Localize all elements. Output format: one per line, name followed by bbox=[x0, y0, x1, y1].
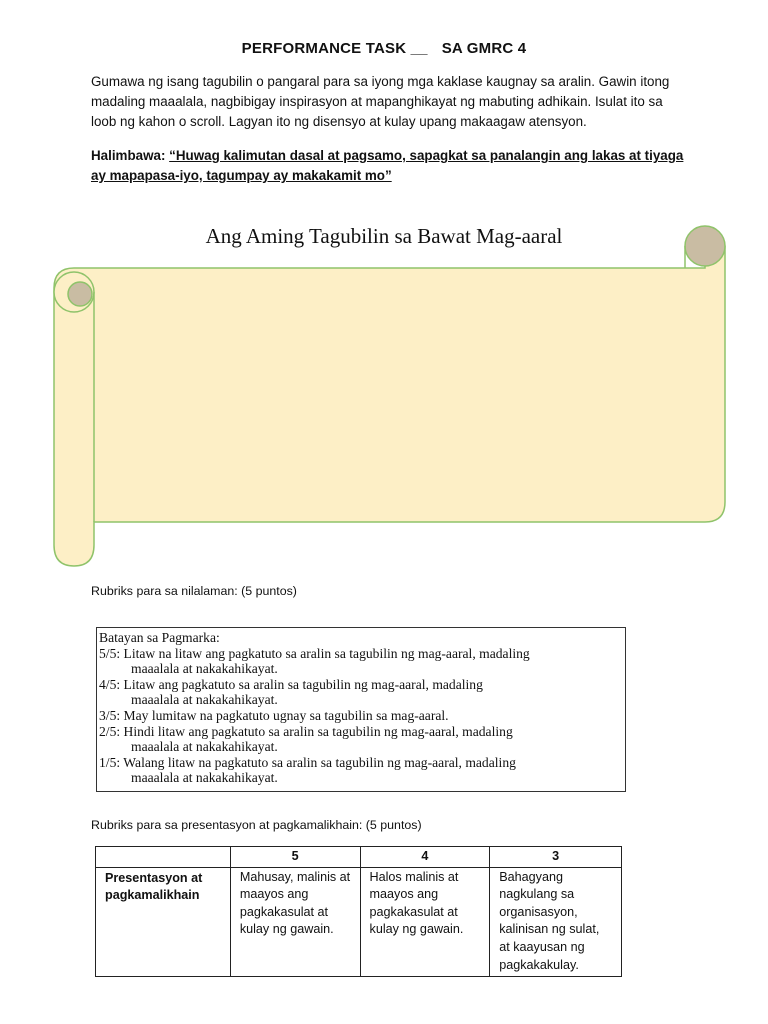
scroll-heading: Ang Aming Tagubilin sa Bawat Mag-aaral bbox=[205, 224, 563, 248]
scroll-body bbox=[54, 236, 725, 566]
criteria-line: maaalala at nakakahikayat. bbox=[131, 770, 278, 786]
criteria-line: maaalala at nakakahikayat. bbox=[131, 661, 278, 677]
instructions-paragraph: Gumawa ng isang tagubilin o pangaral para sa iyong mga kaklase kaugnay sa aralin. Gawin itong madaling maaalala, nagbibigay inspirasyon at mapanghikayat ng mabuting adhikain. Isulat ito sa loob ng kahon o scroll. Lagyan ito ng disensyo at kulay upang makaagaw atensyon. bbox=[91, 74, 670, 129]
table-row bbox=[96, 867, 622, 977]
criteria-line: 4/5: Litaw ang pagkatuto sa aralin sa tagubilin ng mag-aaral, madaling bbox=[99, 676, 483, 692]
table-cell: Mahusay, malinis at maayos ang pagkakasulat at kulay ng gawain. bbox=[230, 867, 360, 977]
table-header-cell: 5 bbox=[230, 847, 360, 868]
table-cell: Halos malinis at maayos ang pagkakasulat at kulay ng gawain. bbox=[360, 867, 490, 977]
criteria-heading: Batayan sa Pagmarka: bbox=[99, 630, 220, 645]
content-rubric-label: Rubriks para sa nilalaman: (5 puntos) bbox=[91, 584, 297, 598]
title-subject: SA GMRC 4 bbox=[441, 40, 527, 57]
table-header-cell bbox=[96, 847, 231, 868]
title-task: PERFORMANCE TASK __ bbox=[241, 40, 428, 57]
example-text: “Huwag kalimutan dasal at pagsamo, sapagkat sa panalangin ang lakas at tiyaga ay mapapasa-iyo, tagumpay ay makakamit mo” bbox=[91, 148, 684, 183]
table-header-row bbox=[96, 847, 622, 868]
presentation-rubric-table bbox=[95, 846, 622, 977]
grading-criteria-box bbox=[96, 627, 626, 792]
table-header-cell: 3 bbox=[490, 847, 622, 868]
scroll-curl-top-right bbox=[685, 226, 725, 266]
example-label: Halimbawa: bbox=[91, 148, 166, 163]
criteria-line: maaalala at nakakahikayat. bbox=[131, 739, 278, 755]
criteria-line: 2/5: Hindi litaw ang pagkatuto sa aralin sa tagubilin ng mag-aaral, madaling bbox=[99, 723, 513, 739]
criteria-line: 5/5: Litaw na litaw ang pagkatuto sa aralin sa tagubilin ng mag-aaral, madaling bbox=[99, 645, 530, 661]
table-cell: Bahagyang nagkulang sa organisasyon, kalinisan ng sulat, at kaayusan ng pagkakakulay. bbox=[490, 867, 622, 977]
scroll-curl-top-left bbox=[68, 282, 92, 306]
table-header-cell: 4 bbox=[360, 847, 490, 868]
presentation-rubric-label: Rubriks para sa presentasyon at pagkamalikhain: (5 puntos) bbox=[91, 818, 422, 832]
criteria-line: maaalala at nakakahikayat. bbox=[131, 692, 278, 708]
criteria-line: 1/5: Walang litaw na pagkatuto sa aralin sa tagubilin ng mag-aaral, madaling bbox=[99, 754, 516, 770]
table-row-label: Presentasyon at pagkamalikhain bbox=[96, 867, 231, 977]
criteria-line: 3/5: May lumitaw na pagkatuto ugnay sa tagubilin sa mag-aaral. bbox=[99, 707, 449, 723]
